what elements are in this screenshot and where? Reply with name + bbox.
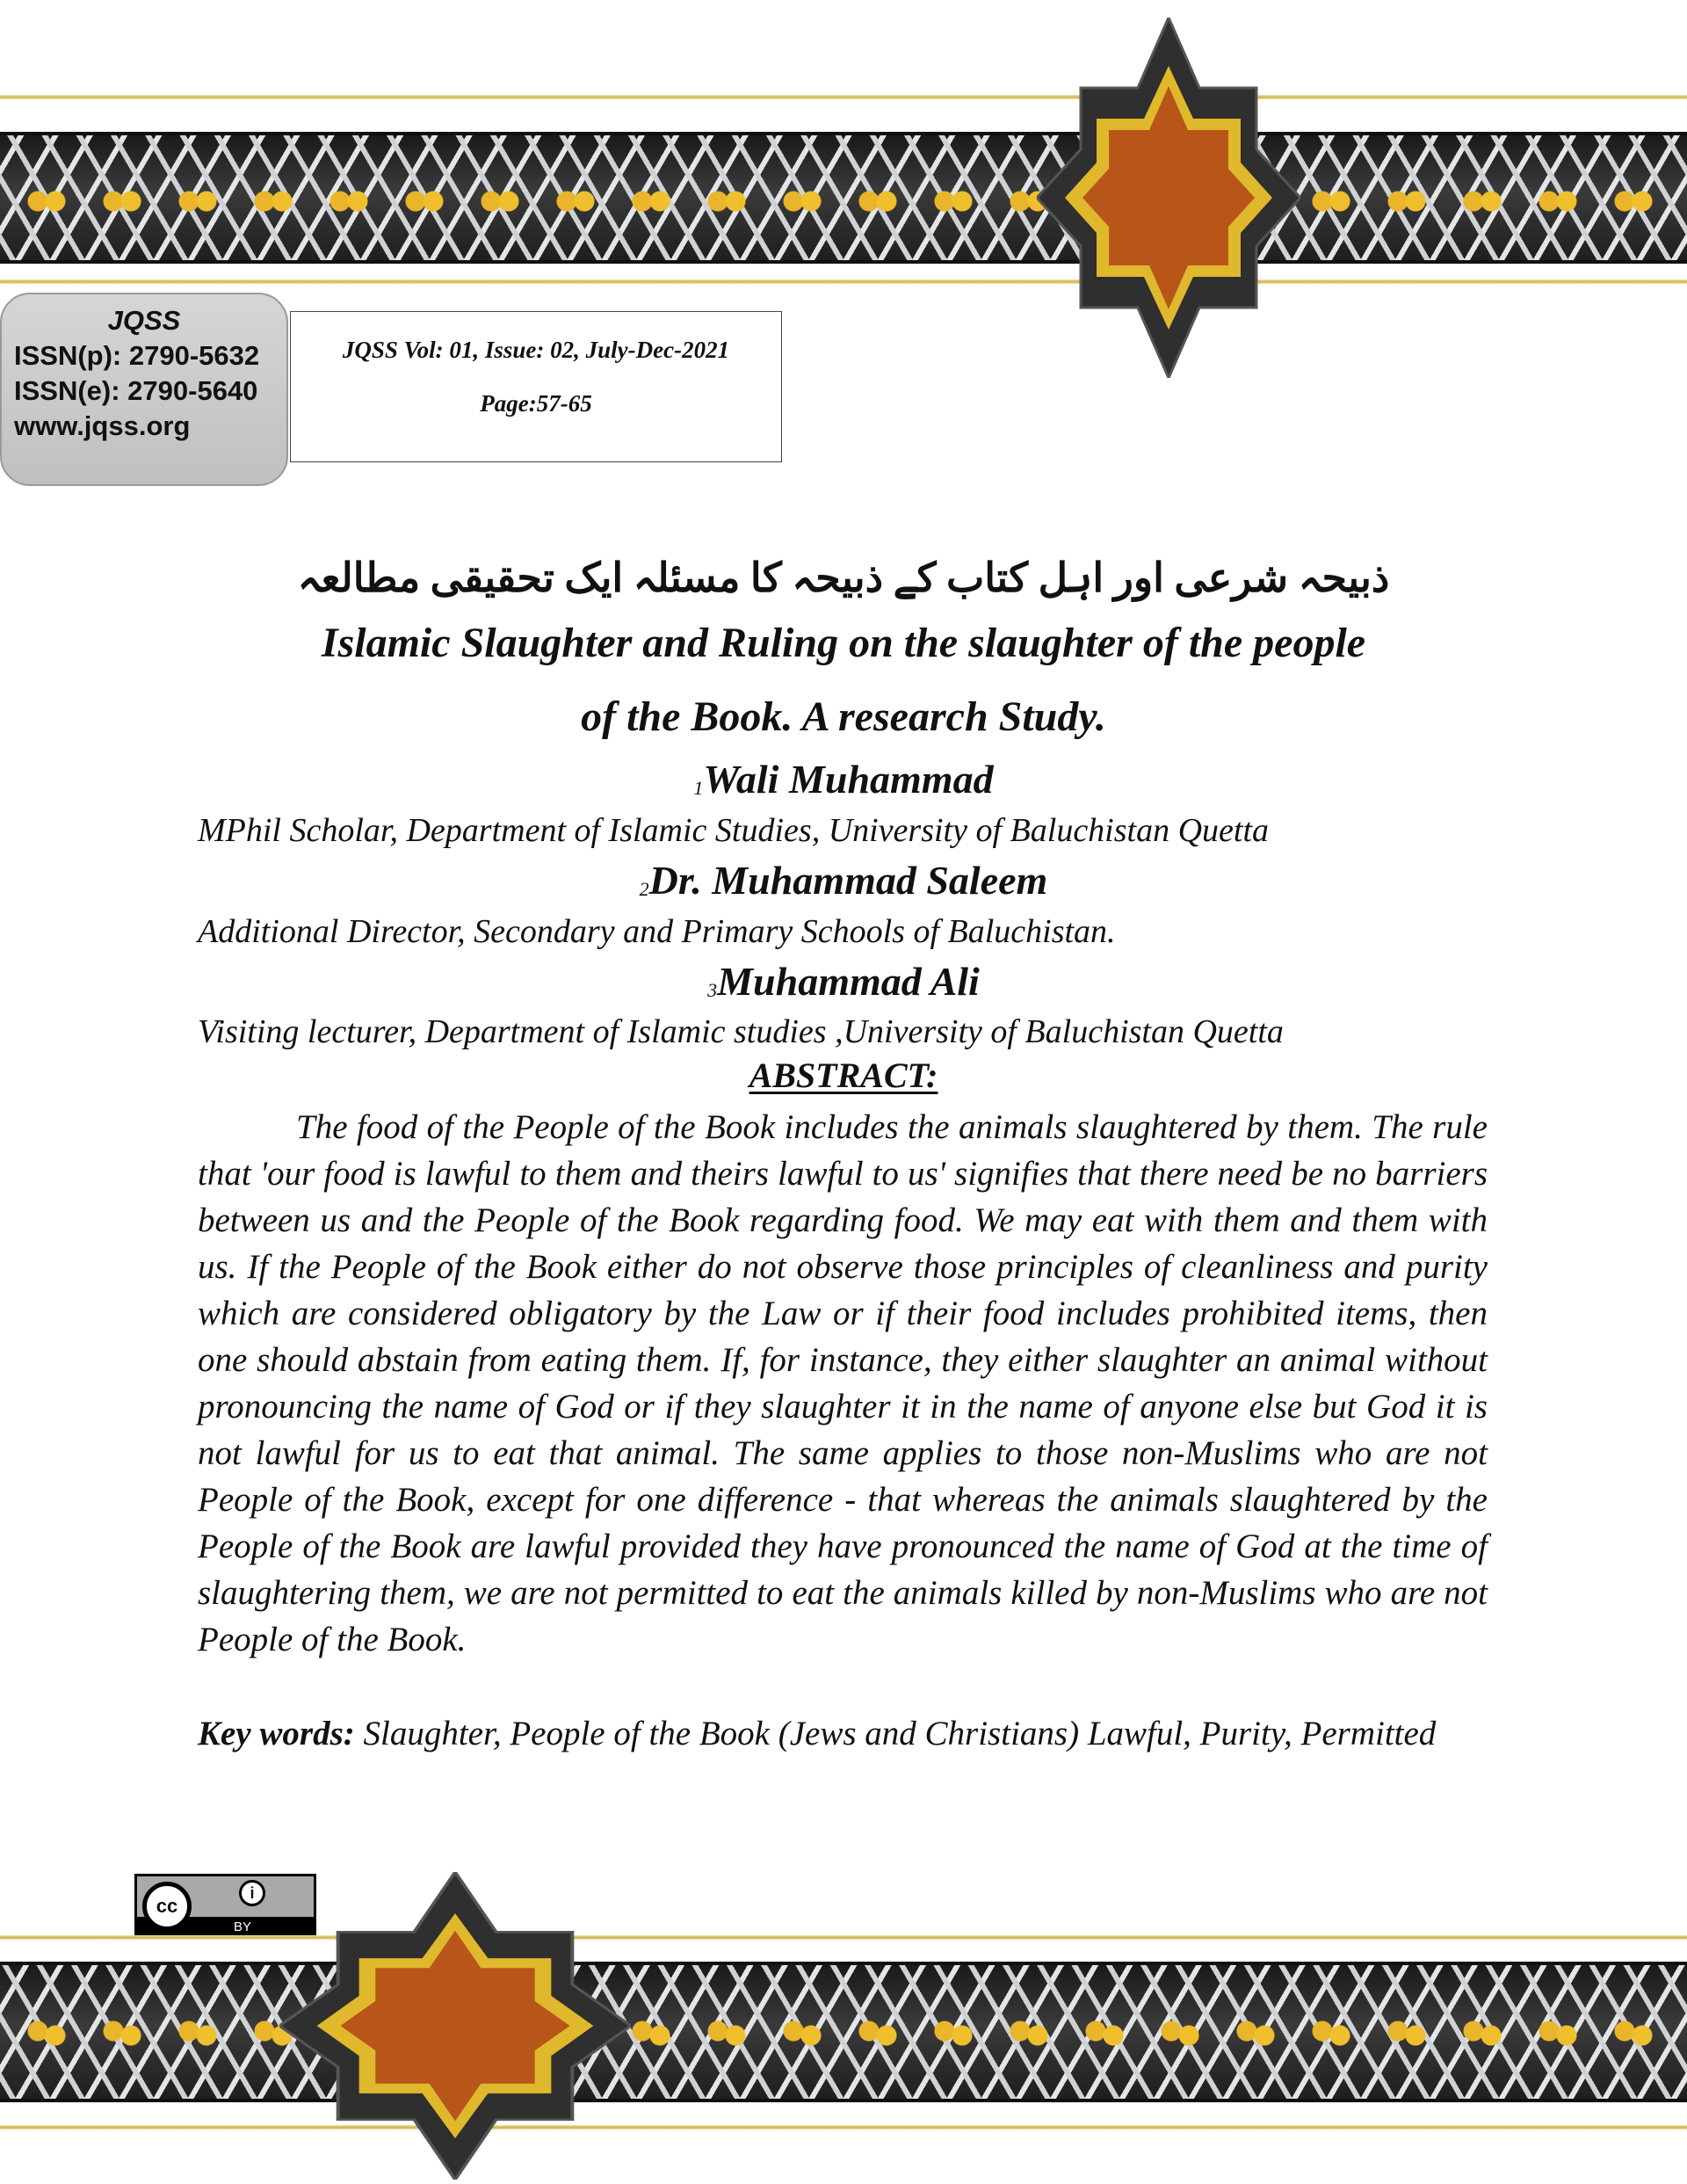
top-gold-line-lower xyxy=(0,279,1687,284)
page-range: Page:57-65 xyxy=(480,390,592,417)
keywords-list: Slaughter, People of the Book (Jews and Christians) Lawful, Purity, Permitted xyxy=(354,1715,1437,1752)
creative-commons-icon: cc xyxy=(142,1882,192,1931)
top-ornamental-band xyxy=(0,132,1687,264)
volume-info-box xyxy=(290,311,782,462)
top-gold-line-upper xyxy=(0,95,1687,99)
by-label: BY xyxy=(234,1919,252,1934)
bottom-gold-line-upper xyxy=(0,1935,1687,1940)
issn-print: ISSN(p): 2790-5632 xyxy=(14,340,260,371)
keywords xyxy=(198,1710,1488,1757)
author-3: $_3$Muhammad Ali xyxy=(707,959,980,1004)
urdu-title: ذبیحہ شرعی اور اہل کتاب کے ذبیحہ کا مسئلہ ایک تحقیقی مطالعہ xyxy=(297,555,1390,600)
journal-info-box xyxy=(0,293,288,486)
author-1-affiliation: MPhil Scholar, Department of Islamic Studies, University of Baluchistan Quetta xyxy=(198,812,1270,849)
journal-website[interactable]: www.jqss.org xyxy=(14,410,191,441)
author-2-affiliation: Additional Director, Secondary and Primary Schools of Baluchistan. xyxy=(198,913,1116,950)
english-title-line-2: of the Book. A research Study. xyxy=(581,693,1106,740)
bottom-gold-line-lower xyxy=(0,2125,1687,2130)
volume-issue: JQSS Vol: 01, Issue: 02, July-Dec-2021 xyxy=(342,337,730,363)
bottom-star-emblem xyxy=(279,1872,631,2180)
author-3-affiliation: Visiting lecturer, Department of Islamic studies ,University of Baluchistan Quetta xyxy=(198,1013,1284,1050)
author-2: $_2$Dr. Muhammad Saleem xyxy=(639,858,1048,903)
attribution-person-icon: i xyxy=(239,1880,265,1906)
keywords-label: Key words: xyxy=(198,1715,355,1752)
bottom-ornamental-band xyxy=(0,1962,1687,2102)
english-title-line-1: Islamic Slaughter and Ruling on the slaughter of the people xyxy=(321,620,1366,666)
top-star-emblem xyxy=(1037,18,1300,378)
issn-electronic: ISSN(e): 2790-5640 xyxy=(14,375,258,406)
journal-name: JQSS xyxy=(107,305,181,336)
abstract-heading: ABSTRACT: xyxy=(749,1056,938,1095)
author-1: $_1$Wali Muhammad xyxy=(693,757,994,802)
abstract-body: The food of the People of the Book includes the animals slaughtered by them. The rule that 'our food is lawful to them and theirs lawful to us' signifies that there need be no barriers between us and the People of the Book regarding food. We may eat with them and them with us. If the People of the Book either do not observe those principles of cleanliness and purity which are considered obligatory by the Law or if their food includes prohibited items, then one should abstain from eating them. If, for instance, they either slaughter an animal without pronouncing the name of God or if they slaughter it in the name of anyone else but God it is not lawful for us to eat that animal. The same applies to those non-Muslims who are not People of the Book, except for one difference - that whereas the animals slaughtered by the People of the Book are lawful provided they have pronounced the name of God at the time of slaughtering them, we are not permitted to eat the animals killed by non-Muslims who are not People of the Book. xyxy=(198,1108,1488,1658)
